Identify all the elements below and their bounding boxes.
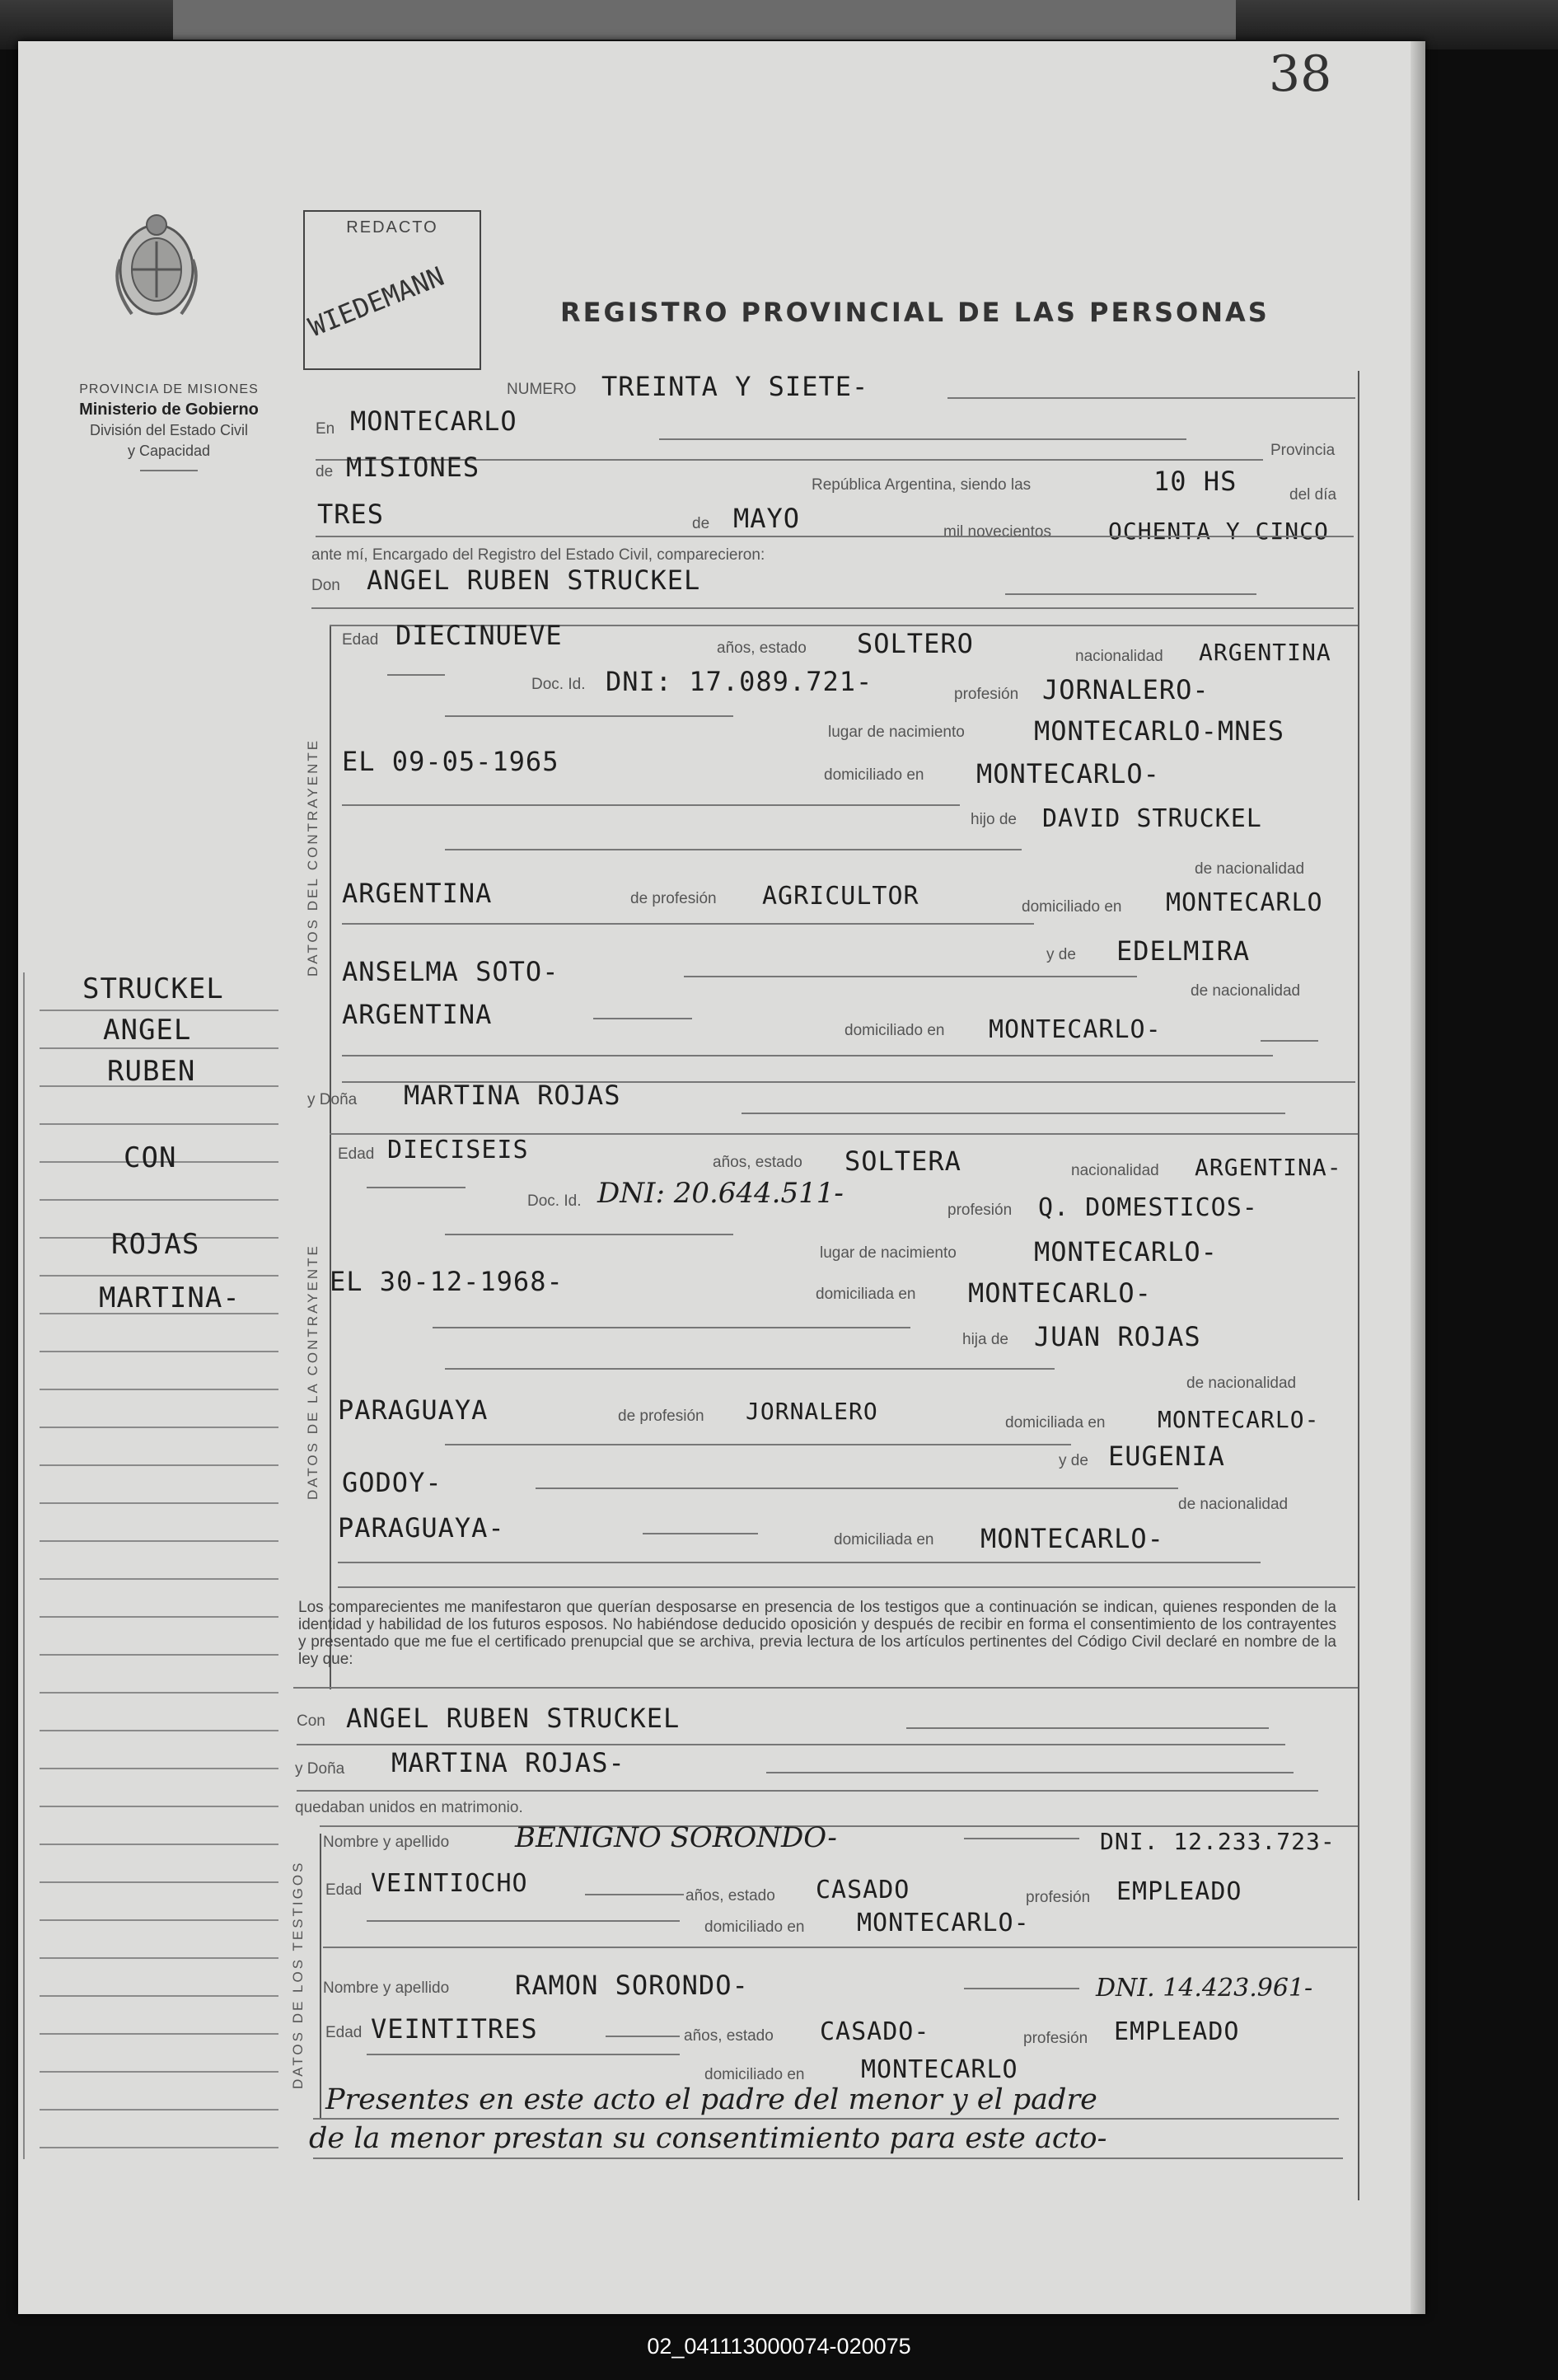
- bride-hija-label: hija de: [962, 1331, 1008, 1348]
- groom-prof-value: JORNALERO-: [1042, 674, 1209, 705]
- groom-mother-dom: MONTECARLO-: [989, 1015, 1162, 1044]
- w1-prof-label: profesión: [1026, 1889, 1091, 1906]
- bride-prof-value: Q. DOMESTICOS-: [1038, 1193, 1258, 1222]
- mes-value: MAYO: [733, 503, 801, 534]
- bride-nac-label: nacionalidad: [1071, 1162, 1159, 1179]
- w1-dni: DNI. 12.233.723-: [1100, 1828, 1336, 1855]
- margin-ruled-line: [40, 1578, 278, 1580]
- margin-ruled-line: [40, 1275, 278, 1277]
- w1-edad: VEINTIOCHO: [371, 1869, 528, 1898]
- w2-edad-label: Edad: [325, 2024, 363, 2041]
- ante-label: ante mí, Encargado del Registro del Estado Civil, comparecieron:: [311, 546, 765, 564]
- w1-edad-label: Edad: [325, 1881, 363, 1899]
- margin-ruled-line: [40, 1199, 278, 1201]
- margin-ruled-line: [40, 1540, 278, 1542]
- w2-dni: DNI. 14.423.961-: [1096, 1974, 1313, 2003]
- margin-groom-second: RUBEN: [107, 1055, 196, 1088]
- w2-edad: VEINTITRES: [371, 2013, 538, 2045]
- groom-dom-label: domiciliado en: [824, 766, 924, 784]
- ministry-division: División del Estado Civil: [89, 422, 249, 438]
- bride-father-prof: JORNALERO: [746, 1398, 878, 1425]
- bride-dom-value: MONTECARLO-: [968, 1277, 1152, 1309]
- en-label: En: [316, 420, 335, 438]
- margin-groom-surname: STRUCKEL: [82, 972, 224, 1005]
- page-title: REGISTRO PROVINCIAL DE LAS PERSONAS: [560, 297, 1270, 328]
- margin-ruled-line: [40, 1047, 278, 1049]
- groom-father-prof-label: de profesión: [630, 890, 717, 907]
- bride-section-label: DATOS DE LA CONTRAYENTE: [305, 1244, 320, 1500]
- bride-doc-label: Doc. Id.: [527, 1192, 582, 1210]
- w2-anos-label: años, estado: [684, 2027, 774, 2045]
- groom-doc-label: Doc. Id.: [531, 676, 586, 693]
- redacto-stamp: [303, 210, 481, 370]
- groom-y-de-label: y de: [1046, 946, 1076, 963]
- bride-mother-value-1: EUGENIA: [1108, 1441, 1225, 1472]
- groom-nac-value: ARGENTINA: [1199, 639, 1331, 666]
- groom-mother-value-1: EDELMIRA: [1116, 935, 1251, 967]
- bride-father-dom-label: domiciliada en: [1005, 1414, 1106, 1431]
- groom-mother-nac: ARGENTINA: [342, 999, 493, 1030]
- hora-value: 10 HS: [1153, 466, 1238, 497]
- margin-bride-surname: ROJAS: [111, 1228, 200, 1261]
- note-line-2: de la menor prestan su consentimiento para este acto-: [309, 2122, 1107, 2155]
- w1-dom-label: domiciliado en: [704, 1919, 805, 1936]
- groom-doc-value: DNI: 17.089.721-: [606, 666, 873, 697]
- w2-dom: MONTECARLO: [861, 2055, 1018, 2084]
- margin-ruled-line: [40, 1844, 278, 1845]
- bride-y-de-label: y de: [1059, 1452, 1088, 1469]
- groom-section-label: DATOS DEL CONTRAYENTE: [305, 738, 320, 977]
- decl-con-label: Con: [297, 1712, 325, 1730]
- bride-anos-label: años, estado: [713, 1154, 802, 1171]
- groom-edad-value: DIECINUEVE: [395, 620, 563, 651]
- margin-ruled-line: [40, 1768, 278, 1769]
- don-label: Don: [311, 577, 340, 594]
- page-spine: [1411, 41, 1425, 2314]
- bride-mother-dom: MONTECARLO-: [980, 1523, 1164, 1554]
- groom-father-dom: MONTECARLO: [1166, 888, 1323, 917]
- bride-name-value: MARTINA ROJAS: [404, 1080, 621, 1111]
- margin-ruled-line: [40, 2033, 278, 2035]
- groom-nac-label: nacionalidad: [1075, 648, 1163, 665]
- anio-value: OCHENTA Y CINCO: [1108, 518, 1329, 545]
- bride-dona-label: y Doña: [307, 1091, 358, 1108]
- bride-mother-dom-label: domiciliada en: [834, 1531, 934, 1548]
- bride-father-nac: PARAGUAYA: [338, 1394, 489, 1426]
- groom-de-nac-label: de nacionalidad: [1195, 860, 1305, 878]
- bride-dom-label: domiciliada en: [816, 1286, 916, 1303]
- w1-anos-label: años, estado: [685, 1887, 775, 1904]
- bride-estado-value: SOLTERA: [845, 1145, 961, 1177]
- groom-father-prof: AGRICULTOR: [762, 882, 919, 911]
- margin-ruled-line: [40, 2071, 278, 2073]
- margin-groom-first: ANGEL: [103, 1014, 192, 1047]
- margin-ruled-line: [40, 1995, 278, 1997]
- margin-ruled-line: [40, 1427, 278, 1428]
- ministry-block: [33, 379, 305, 471]
- margin-ruled-line: [40, 2109, 278, 2111]
- bride-lugar-label: lugar de nacimiento: [820, 1244, 957, 1262]
- groom-lugar-value: MONTECARLO-MNES: [1034, 715, 1284, 747]
- groom-father-nac: ARGENTINA: [342, 878, 493, 909]
- w1-nombre-label: Nombre y apellido: [323, 1834, 450, 1851]
- groom-edad-label: Edad: [342, 631, 379, 649]
- provincia-value: MISIONES: [346, 452, 480, 483]
- republica-label: República Argentina, siendo las: [812, 476, 1032, 494]
- margin-ruled-line: [40, 1010, 278, 1011]
- groom-birth-date: EL 09-05-1965: [342, 746, 559, 777]
- en-value: MONTECARLO: [350, 405, 517, 437]
- groom-father-dom-label: domiciliado en: [1022, 898, 1122, 916]
- decl-groom-value: ANGEL RUBEN STRUCKEL: [346, 1703, 681, 1734]
- w2-estado: CASADO-: [820, 2017, 930, 2046]
- groom-lugar-label: lugar de nacimiento: [828, 724, 965, 741]
- bride-edad-value: DIECISEIS: [387, 1136, 529, 1164]
- w2-dom-label: domiciliado en: [704, 2066, 805, 2083]
- declaration-text: Los comparecientes me manifestaron que querían desposarse en presencia de los testigos que a continuación se indican, quienes responden de la identidad y habilidad de los futuros esposos. No habiéndose deducido oposición y después de recibir en forma el consentimiento de los contrayentes y presentado que me fue el certificado prenupcial que se archiva, previa lectura de los artículos pertinentes del Código Civil declaré en nombre de la ley que:: [298, 1599, 1336, 1668]
- groom-dom-value: MONTECARLO-: [976, 758, 1160, 789]
- witness-section-label: DATOS DE LOS TESTIGOS: [290, 1860, 306, 2089]
- groom-name-value: ANGEL RUBEN STRUCKEL: [367, 565, 701, 596]
- margin-ruled-line: [40, 2147, 278, 2148]
- margin-ruled-line: [40, 1502, 278, 1504]
- bride-de-nac-label: de nacionalidad: [1186, 1375, 1297, 1392]
- document-id: 02_041113000074-020075: [647, 2334, 911, 2359]
- margin-con: CON: [124, 1141, 177, 1174]
- bride-edad-label: Edad: [338, 1145, 375, 1163]
- bride-father-value: JUAN ROJAS: [1034, 1321, 1201, 1352]
- margin-ruled-line: [40, 1616, 278, 1618]
- ministry-province: PROVINCIA DE MISIONES: [79, 382, 259, 396]
- groom-de-nac-label-2: de nacionalidad: [1191, 982, 1301, 1000]
- dia-value: TRES: [317, 499, 385, 530]
- bride-mother-nac: PARAGUAYA-: [338, 1512, 505, 1544]
- w1-dom: MONTECARLO-: [857, 1909, 1030, 1937]
- page-number: 38: [1269, 45, 1332, 103]
- w2-name: RAMON SORONDO-: [515, 1970, 749, 2001]
- de-label-2: de: [692, 515, 710, 532]
- margin-ruled-line: [40, 1654, 278, 1656]
- bride-de-nac-label-2: de nacionalidad: [1178, 1496, 1289, 1513]
- bride-nac-value: ARGENTINA-: [1195, 1154, 1342, 1181]
- groom-anos-label: años, estado: [717, 640, 807, 657]
- groom-mother-dom-label: domiciliado en: [845, 1022, 945, 1039]
- note-line-1: Presentes en este acto el padre del menor y el padre: [325, 2083, 1097, 2116]
- w1-estado: CASADO: [816, 1876, 910, 1904]
- stamp-label: REDACTO: [346, 218, 438, 237]
- bride-mother-value-2: GODOY-: [342, 1467, 442, 1498]
- coat-of-arms-icon: [107, 210, 206, 326]
- bride-doc-value: DNI: 20.644.511-: [597, 1177, 844, 1210]
- margin-ruled-line: [40, 1881, 278, 1883]
- margin-ruled-line: [40, 1389, 278, 1390]
- bride-prof-label: profesión: [947, 1202, 1013, 1219]
- stamp-signature: WIEDEMANN: [304, 260, 449, 344]
- bride-birth-date: EL 30-12-1968-: [330, 1266, 564, 1297]
- decl-bride-value: MARTINA ROJAS-: [391, 1747, 625, 1778]
- decl-dona-label: y Doña: [295, 1760, 345, 1778]
- w2-prof: EMPLEADO: [1114, 2017, 1240, 2046]
- w1-name: BENIGNO SORONDO-: [515, 1821, 837, 1854]
- bride-father-prof-label: de profesión: [618, 1408, 704, 1425]
- margin-ruled-line: [40, 1730, 278, 1731]
- w2-nombre-label: Nombre y apellido: [323, 1979, 450, 1997]
- ministry-capacity: y Capacidad: [127, 443, 211, 459]
- bride-father-dom: MONTECARLO-: [1158, 1406, 1320, 1433]
- margin-ruled-line: [40, 1464, 278, 1466]
- groom-hijo-label: hijo de: [971, 811, 1017, 828]
- ministry-name: Ministerio de Gobierno: [79, 401, 259, 419]
- margin-ruled-line: [40, 1957, 278, 1959]
- provincia-label: Provincia: [1270, 442, 1336, 459]
- margin-ruled-line: [40, 1919, 278, 1921]
- margin-ruled-line: [40, 1123, 278, 1125]
- del-dia-label: del día: [1289, 486, 1337, 504]
- margin-ruled-line: [40, 1806, 278, 1807]
- de-label: de: [316, 463, 334, 480]
- bride-lugar-value: MONTECARLO-: [1034, 1236, 1218, 1267]
- groom-prof-label: profesión: [954, 686, 1019, 703]
- decl-quedaban: quedaban unidos en matrimonio.: [295, 1799, 523, 1816]
- margin-ruled-line: [40, 1351, 278, 1352]
- margin-bride-first: MARTINA-: [99, 1281, 241, 1314]
- margin-ruled-line: [40, 1692, 278, 1694]
- numero-value: TREINTA Y SIETE-: [601, 371, 869, 402]
- w1-prof: EMPLEADO: [1116, 1877, 1242, 1906]
- w2-prof-label: profesión: [1023, 2030, 1088, 2047]
- groom-father-value: DAVID STRUCKEL: [1042, 804, 1262, 833]
- mil-label: mil novecientos: [943, 523, 1051, 541]
- groom-mother-value-2: ANSELMA SOTO-: [342, 956, 559, 987]
- groom-estado-value: SOLTERO: [857, 628, 974, 659]
- numero-label: NUMERO: [507, 381, 577, 398]
